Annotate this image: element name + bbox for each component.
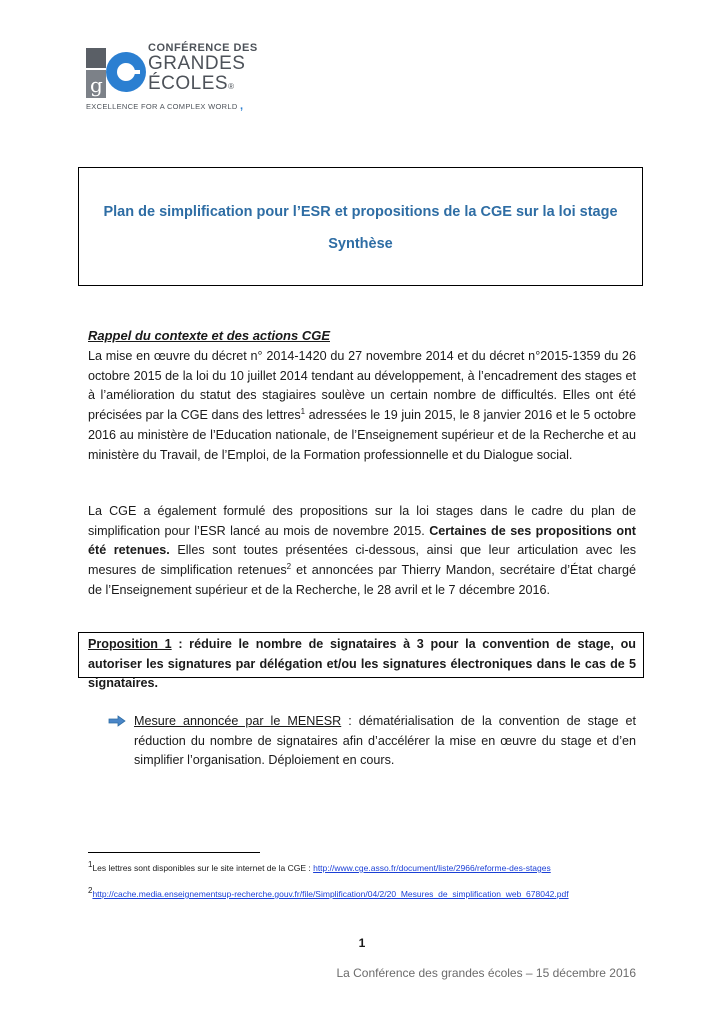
proposition-label: Proposition 1 (88, 637, 172, 651)
section-heading: Rappel du contexte et des actions CGE (88, 328, 330, 343)
page-footer: La Conférence des grandes écoles – 15 décembre 2016 (336, 966, 636, 980)
footnote-ref-2[interactable]: 2 (286, 561, 292, 571)
proposition-text: : réduire le nombre de signataires à 3 pour la convention de stage, ou autoriser les signatures par délégation et/ou les signatures électroniques dans le cas de 5 signataires. (88, 637, 636, 690)
footnote-ref-1[interactable]: 1 (300, 406, 306, 416)
cge-logo-mark-icon (86, 42, 148, 104)
proposals-paragraph: La CGE a également formulé des propositions sur la loi stages dans le cadre du plan de simplification pour l’ESR lancé au mois de novembre 2015. Certaines de ses propositions ont été retenues. Elles sont toutes présentées ci-dessous, ainsi que leur articulation avec les mesures de simplification retenues$^2$ et annoncées par Thierry Mandon, secrétaire d’État chargé de l’Enseignement supérieur et de la Recherche, le 28 avril et le 7 décembre 2016. (88, 504, 637, 597)
title-box (78, 167, 643, 286)
page-number: 1 (358, 936, 366, 950)
footnote-2: $^2$http://cache.media.enseignementsup-recherche.gouv.fr/file/Simplification/04/2/20_Mesures_de_simplification_web_678042.pdf (88, 886, 569, 899)
footnote-1: $^1$Les lettres sont disponibles sur le site internet de la CGE : http://www.cge.asso.fr/document/liste/2966/reforme-des-stages (88, 860, 551, 873)
logo-text-line3: ÉCOLES® (148, 73, 235, 94)
footnote-1-link[interactable]: http://www.cge.asso.fr/document/liste/2966/reforme-des-stages (313, 863, 551, 873)
logo-tagline: EXCELLENCE FOR A COMPLEX WORLD , (86, 100, 244, 112)
document-subtitle: Synthèse (328, 236, 393, 252)
footnote-divider (88, 852, 260, 853)
proposition-box (78, 632, 644, 690)
logo-text-line1: CONFÉRENCE DES (148, 42, 258, 54)
logo-text-line2: GRANDES (148, 53, 246, 74)
measure-label: Mesure annoncée par le MENESR (134, 714, 342, 728)
cge-logo (86, 40, 266, 112)
document-title: Plan de simplification pour l’ESR et propositions de la CGE sur la loi stage (103, 204, 618, 220)
footnote-2-link[interactable]: http://cache.media.enseignementsup-recherche.gouv.fr/file/Simplification/04/2/20_Mesures_de_simplification_web_678042.pdf (92, 889, 569, 899)
svg-text:g: g (90, 73, 103, 97)
measure-text: : dématérialisation de la convention de stage et réduction du nombre de signataires afin d’accélérer la mise en œuvre du stage et d’en simplifier l’organisation. Déploiement en cours. (134, 714, 636, 768)
context-paragraph: La mise en œuvre du décret n° 2014-1420 du 27 novembre 2014 et du décret n°2015-1359 du 26 octobre 2015 de la loi du 10 juillet 2014 tendant au développement, à l’encadrement des stages et à l’amélioration du statut des stagiaires soulève un certain nombre de difficultés. Elles ont été précisées par la CGE dans des lettres$^1$ adressées le 19 juin 2015, le 8 janvier 2016 et le 5 octobre 2016 au ministère de l’Education nationale, de l’Enseignement supérieur et de la Recherche et au ministère du Travail, de l’Emploi, de la Formation professionnelle et du Dialogue social. (88, 349, 636, 462)
arrow-right-icon (108, 715, 126, 727)
measure-item (108, 712, 636, 771)
